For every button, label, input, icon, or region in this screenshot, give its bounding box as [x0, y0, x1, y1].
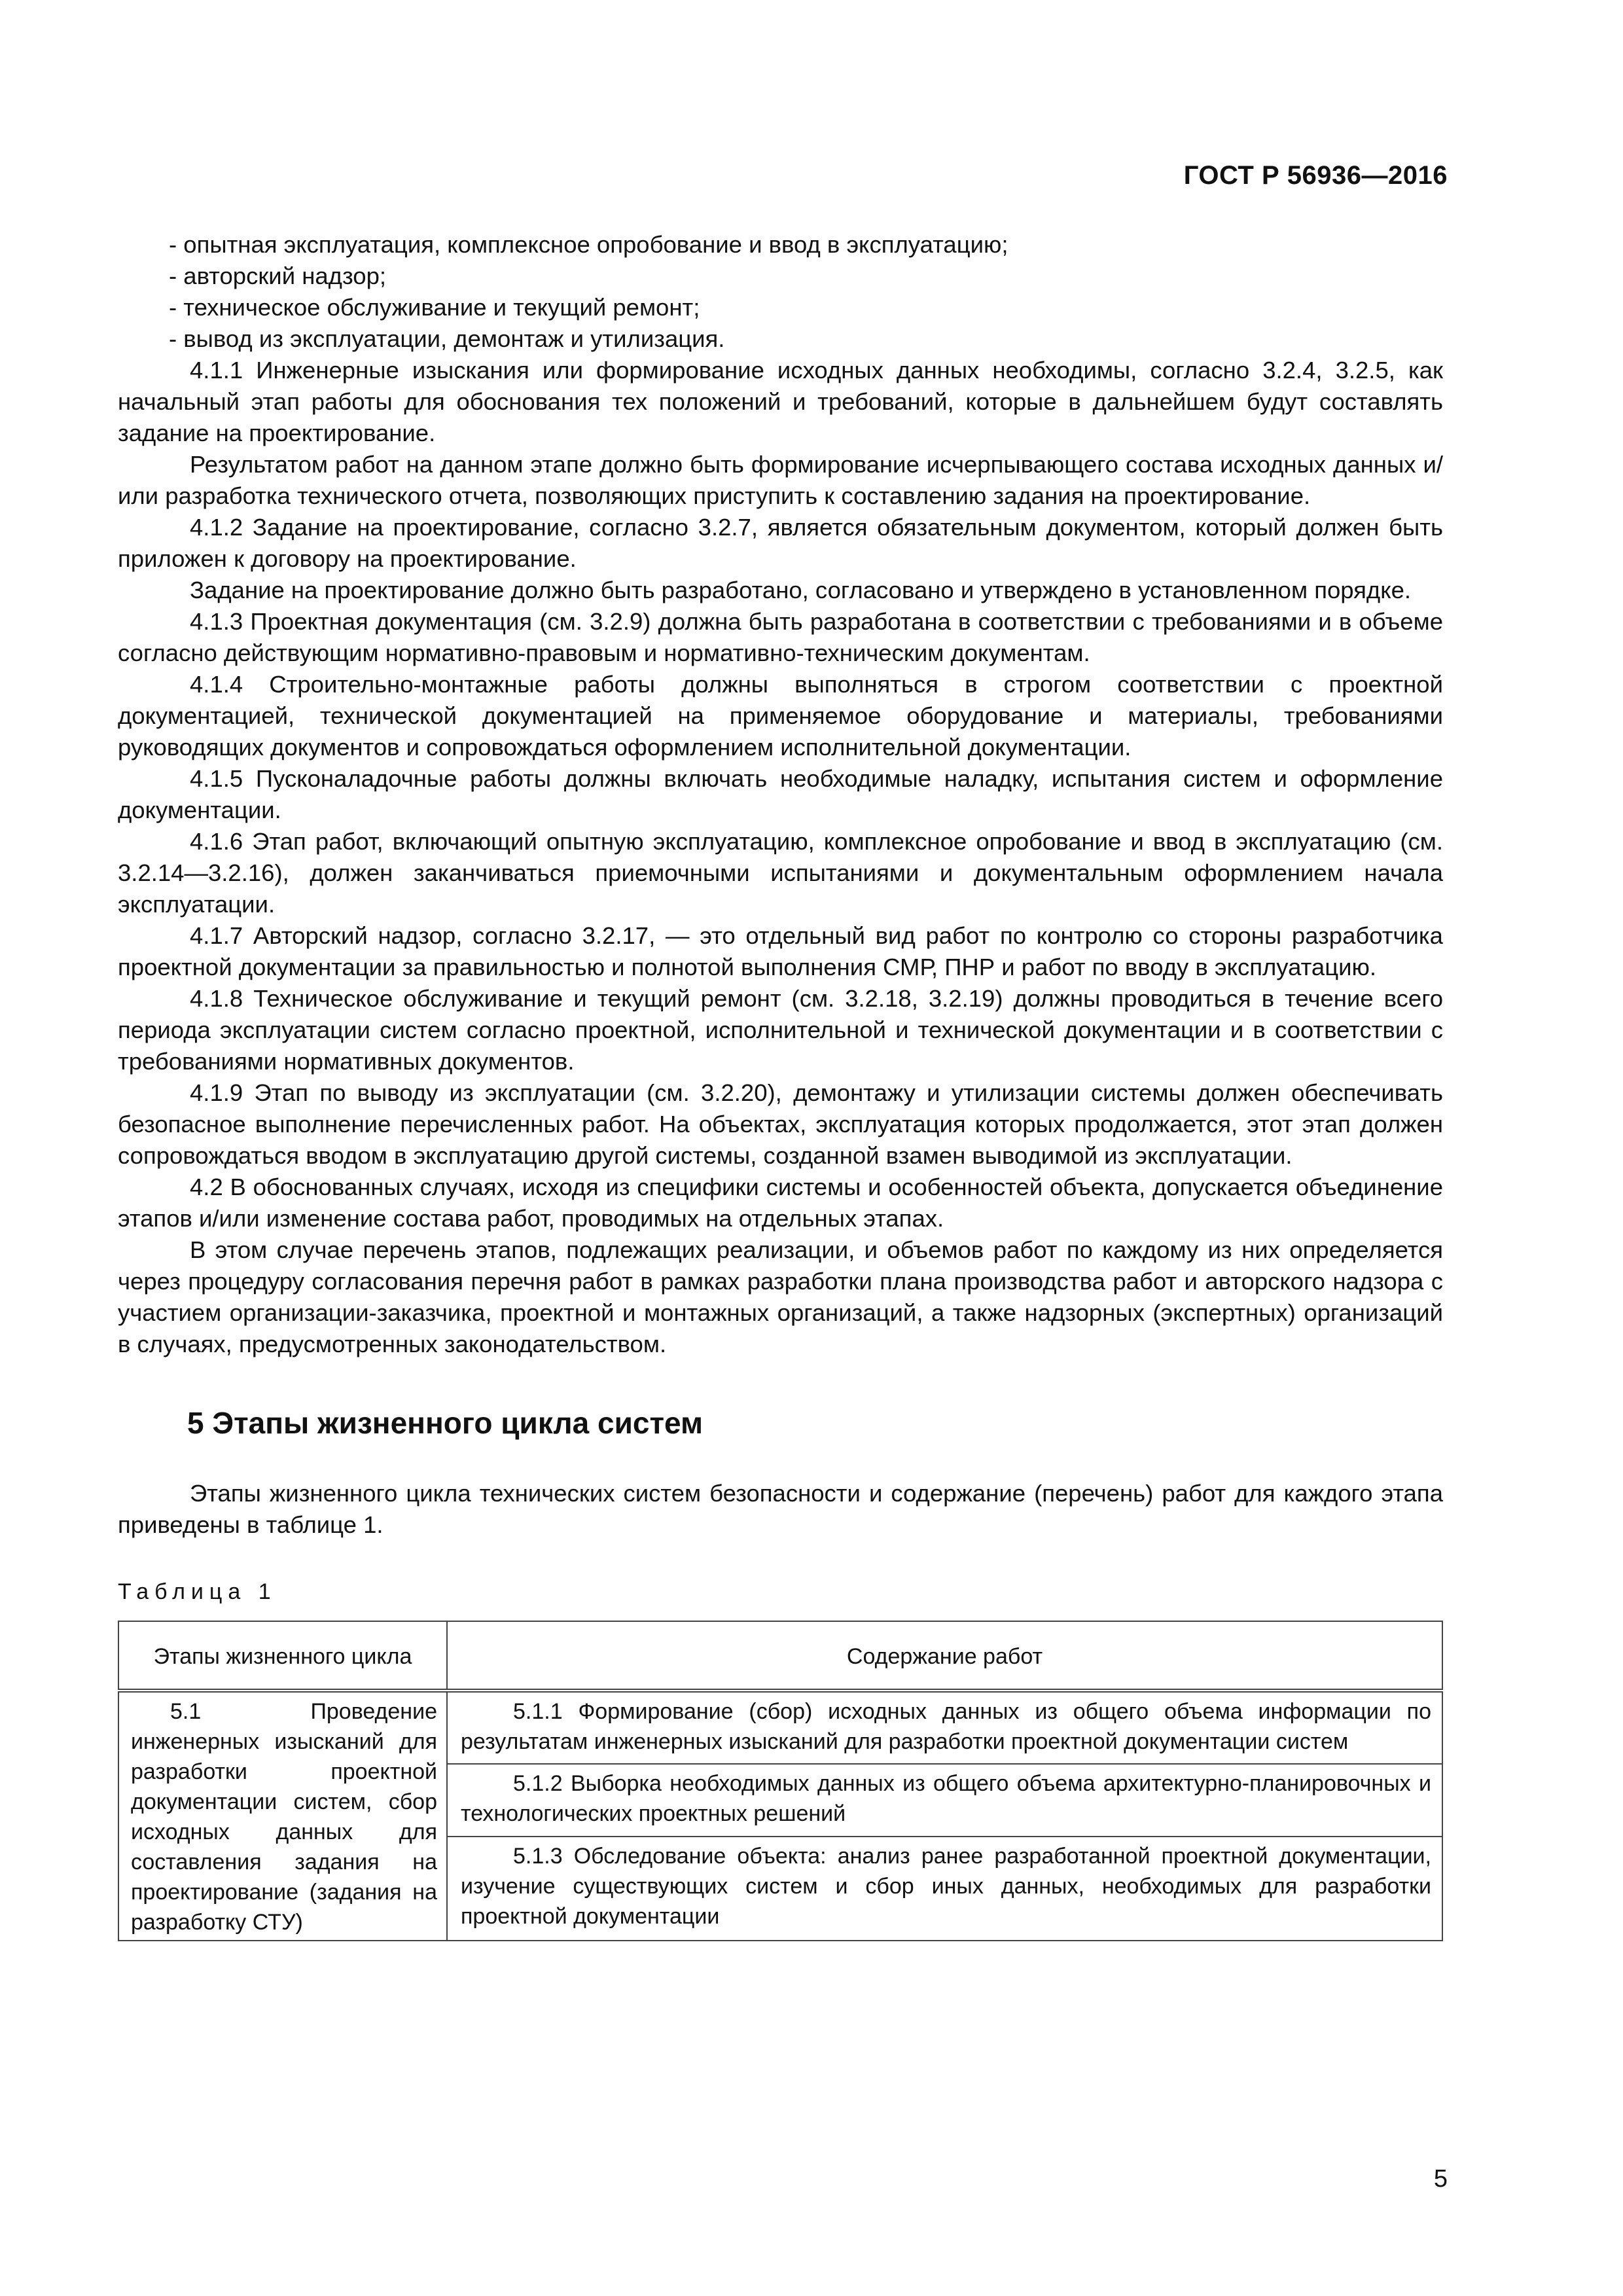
section-heading: 5 Этапы жизненного цикла систем — [187, 1406, 703, 1440]
document-body — [118, 229, 1443, 1941]
paragraph-4-1-8: 4.1.8 Техническое обслуживание и текущий ремонт (см. 3.2.18, 3.2.19) должны проводиться в течение всего периода эксплуатации систем согласно проектной, исполнительной и технической документации и в соответствии с требованиями нормативных документов. — [118, 985, 1443, 1075]
stage-text: 5.1 Проведение инженерных изысканий для разработки проектной документации систем, сбор исходных данных для составления задания на проектирование (задания на разработку СТУ) — [131, 1699, 437, 1935]
section-intro: Этапы жизненного цикла технических систем безопасности и содержание (перечень) работ для каждого этапа приведены в таблице 1. — [118, 1480, 1443, 1538]
paragraph-4-1-9: 4.1.9 Этап по выводу из эксплуатации (см. 3.2.20), демонтажу и утилизации системы должен обеспечивать безопасное выполнение перечисленных работ. На объектах, эксплуатация которых продолжается, этот этап должен сопровождаться вводом в эксплуатацию другой системы, созданной взамен выводимой из эксплуатации. — [118, 1079, 1443, 1169]
document-code: ГОСТ Р 56936—2016 — [1183, 161, 1448, 190]
stage-cell — [118, 1691, 447, 1941]
work-item-5-1-1: 5.1.1 Формирование (сбор) исходных данных из общего объема информации по результатам инженерных изысканий для разработки проектной документации систем — [461, 1699, 1431, 1754]
page-number: 5 — [1433, 2165, 1448, 2193]
work-item-5-1-3: 5.1.3 Обследование объекта: анализ ранее разработанной проектной документации, изучение существующих систем и сбор иных данных, необходимых для разработки проектной документации — [461, 1843, 1431, 1929]
paragraph-4-1-4: 4.1.4 Строительно-монтажные работы должны выполняться в строгом соответствии с проектной документацией, технической документацией на применяемое оборудование и материалы, требованиями руководящих документов и сопровождаться оформлением исполнительной документации. — [118, 671, 1443, 761]
work-cell — [447, 1691, 1442, 1764]
paragraph: Задание на проектирование должно быть разработано, согласовано и утверждено в установленном порядке. — [190, 577, 1412, 603]
paragraph-4-1-5: 4.1.5 Пусконаладочные работы должны включать необходимые наладку, испытания систем и оформление документации. — [118, 765, 1443, 823]
column-header-stage: Этапы жизненного цикла — [118, 1621, 447, 1691]
column-header-work: Содержание работ — [447, 1621, 1442, 1691]
lifecycle-table — [118, 1621, 1443, 1941]
table-header-row — [118, 1621, 1442, 1691]
paragraph-4-1-2: 4.1.2 Задание на проектирование, согласно 3.2.7, является обязательным документом, который должен быть приложен к договору на проектирование. — [118, 514, 1443, 572]
table-caption: Таблица 1 — [118, 1579, 277, 1604]
bullet-item: - вывод из эксплуатации, демонтаж и утилизация. — [169, 325, 725, 352]
table-row — [118, 1691, 1442, 1764]
paragraph: Результатом работ на данном этапе должно быть формирование исчерпывающего состава исходных данных и/или разработка технического отчета, позволяющих приступить к составлению задания на проектирование. — [118, 451, 1443, 509]
paragraph: В этом случае перечень этапов, подлежащих реализации, и объемов работ по каждому из них определяется через процедуру согласования перечня работ в рамках разработки плана производства работ и авторского надзора с участием организации-заказчика, проектной и монтажных организаций, а также надзорных (экспертных) организаций в случаях, предусмотренных законодательством. — [118, 1236, 1443, 1357]
paragraph-4-1-7: 4.1.7 Авторский надзор, согласно 3.2.17, — это отдельный вид работ по контролю со стороны разработчика проектной документации за правильностью и полнотой выполнения СМР, ПНР и работ по вводу в эксплуатацию. — [118, 922, 1443, 980]
work-cell — [447, 1764, 1442, 1836]
paragraph-4-1-3: 4.1.3 Проектная документация (см. 3.2.9) должна быть разработана в соответствии с требованиями и в объеме согласно действующим нормативно-правовым и нормативно-техническим документам. — [118, 608, 1443, 666]
bullet-item: - авторский надзор; — [169, 262, 387, 289]
work-item-5-1-2: 5.1.2 Выборка необходимых данных из общего объема архитектурно-планировочных и технологических проектных решений — [461, 1771, 1431, 1827]
bullet-item: - техническое обслуживание и текущий ремонт; — [169, 294, 700, 321]
paragraph-4-2: 4.2 В обоснованных случаях, исходя из специфики системы и особенностей объекта, допускается объединение этапов и/или изменение состава работ, проводимых на отдельных этапах. — [118, 1174, 1443, 1232]
paragraph-4-1-6: 4.1.6 Этап работ, включающий опытную эксплуатацию, комплексное опробование и ввод в эксплуатацию (см. 3.2.14—3.2.16), должен заканчиваться приемочными испытаниями и документальным оформлением начала эксплуатации. — [118, 828, 1443, 918]
bullet-item: - опытная эксплуатация, комплексное опробование и ввод в эксплуатацию; — [169, 231, 1008, 258]
work-cell — [447, 1837, 1442, 1941]
paragraph-4-1-1: 4.1.1 Инженерные изыскания или формирование исходных данных необходимы, согласно 3.2.4, 3.2.5, как начальный этап работы для обоснования тех положений и требований, которые в дальнейшем будут составлять задание на проектирование. — [118, 357, 1443, 446]
